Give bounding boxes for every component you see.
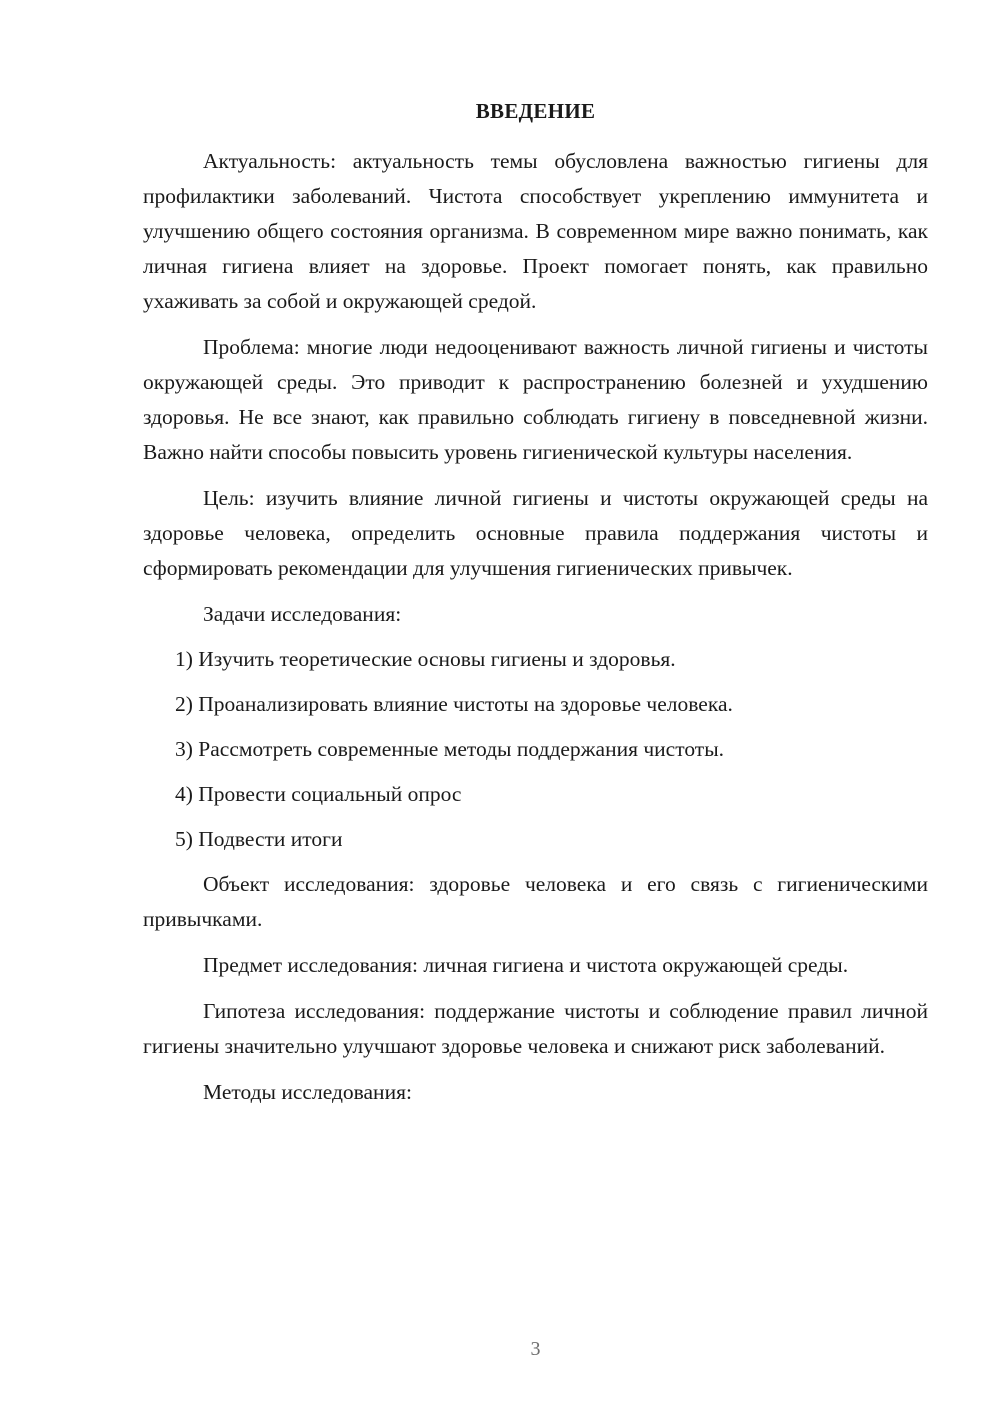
object-paragraph: Объект исследования: здоровье человека и его связь с гигиеническими привычками. [143,872,928,931]
tasks-heading: Задачи исследования: [203,602,402,626]
section-body [143,144,928,1120]
goal-paragraph: Цель: изучить влияние личной гигиены и чистоты окружающей среды на здоровье человека, определить основные правила поддержания чистоты и сформировать рекомендации для улучшения гигиенических привычек. [143,486,928,580]
methods-heading: Методы исследования: [203,1080,412,1104]
list-item: 5) Подвести итоги [175,827,343,851]
problem-paragraph: Проблема: многие люди недооценивают важность личной гигиены и чистоты окружающей среды. Это приводит к распространению болезней и ухудшению здоровья. Не все знают, как правильно соблюдать гигиену в повседневной жизни. Важно найти способы повысить уровень гигиенической культуры населения. [143,335,928,464]
list-item: 3) Рассмотреть современные методы поддержания чистоты. [175,737,725,761]
relevance-paragraph: Актуальность: актуальность темы обусловлена важностью гигиены для профилактики заболеваний. Чистота способствует укреплению иммунитета и улучшению общего состояния организма. В современном мире важно понимать, как личная гигиена влияет на здоровье. Проект помогает понять, как правильно ухаживать за собой и окружающей средой. [143,149,928,313]
page-number: 3 [530,1338,541,1360]
section-title: ВВЕДЕНИЕ [475,99,596,123]
tasks-list [143,642,928,857]
hypothesis-paragraph: Гипотеза исследования: поддержание чистоты и соблюдение правил личной гигиены значительно улучшают здоровье человека и снижают риск заболеваний. [143,999,928,1058]
list-item: 1) Изучить теоретические основы гигиены и здоровья. [175,647,676,671]
list-item: 2) Проанализировать влияние чистоты на здоровье человека. [175,692,733,716]
document-page [143,0,928,1414]
list-item: 4) Провести социальный опрос [175,782,462,806]
subject-paragraph: Предмет исследования: личная гигиена и чистота окружающей среды. [203,953,849,977]
